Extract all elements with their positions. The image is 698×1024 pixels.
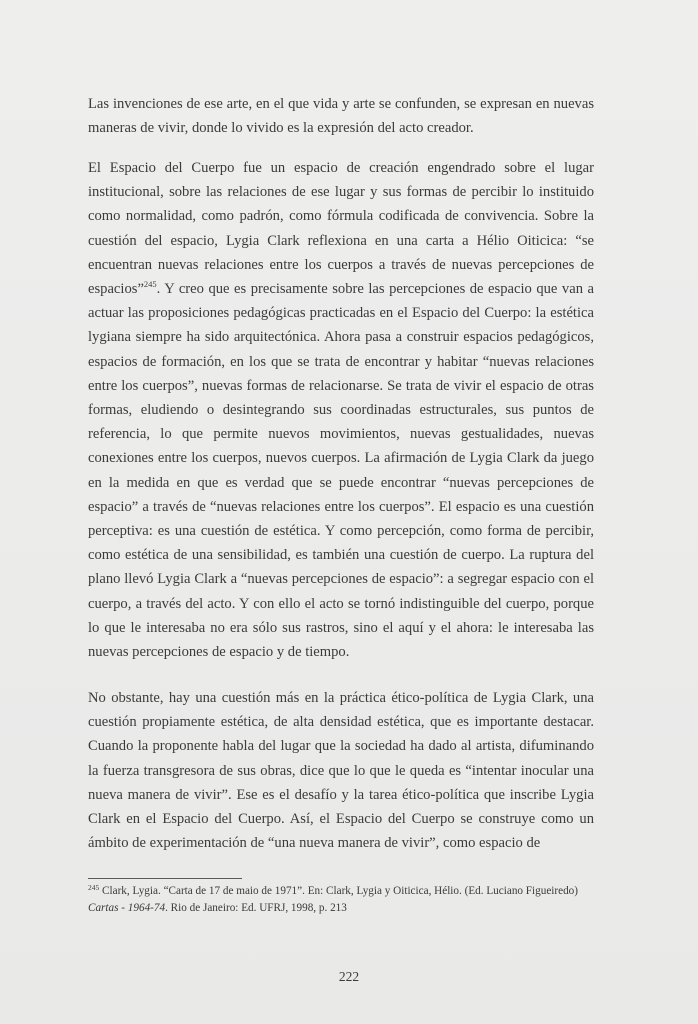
footnote-title: Cartas - 1964-74	[88, 901, 166, 914]
paragraph-3	[88, 686, 594, 855]
paragraph-1-text: Las invenciones de ese arte, en el que vida y arte se confunden, se expresan en nuevas maneras de vivir, donde lo vivido es la expresión del acto creador.	[88, 96, 594, 137]
paragraph-2-text-a: El Espacio del Cuerpo fue un espacio de creación engendrado sobre el lugar institucional, sobre las relaciones de ese lugar y sus formas de percibir lo instituido como normalidad, como padrón, como fórmula codificada de convivencia. Sobre la cuestión del espacio, Lygia Clark reflexiona en una carta a Hélio Oiticica: “se encuentran nuevas relaciones entre los cuerpos a través de nuevas percepciones de espacios”	[88, 160, 594, 298]
footnote-number: 245	[88, 883, 100, 892]
paragraph-2-text-b: . Y creo que es precisamente sobre las percepciones de espacio que van a actuar las proposiciones pedagógicas practicadas en el Espacio del Cuerpo: la estética lygiana siempre ha sido arquitectónica. Ahora pasa a construir espacios pedagógicos, espacios de formación, en los que se trata de encontrar y habitar “nuevas relaciones entre los cuerpos”, nuevas formas de relacionarse. Se trata de vivir el espacio de otras formas, eludiendo o desintegrando sus coordinadas estructurales, sus puntos de referencia, lo que permite nuevos movimientos, nuevas gestualidades, nuevas conexiones entre los cuerpos, nuevos cuerpos. La afirmación de Lygia Clark da juego en la medida en que es verdad que se puede encontrar “nuevas percepciones de espacio” a través de “nuevas relaciones entre los cuerpos”. El espacio es una cuestión perceptiva: es una cuestión de estética. Y como percepción, como forma de percibir, como estética de una sensibilidad, es también una cuestión de cuerpo. La ruptura del plano llevó Lygia Clark a “nuevas percepciones de espacio”: a segregar espacio con el cuerpo, a través del acto. Y con ello el acto se tornó indistinguible del cuerpo, porque lo que le interesaba no era sólo sus rastros, sino el aquí y el ahora: le interesaba las nuevas percepciones de espacio y de tiempo.	[88, 281, 594, 661]
footnote-text-b: . Rio de Janeiro: Ed. UFRJ, 1998, p. 213	[165, 901, 347, 914]
page-number: 222	[338, 969, 360, 984]
paragraph-2	[88, 156, 594, 664]
footnote-reference: 245	[143, 279, 157, 290]
paragraph-1	[88, 92, 594, 140]
footnote-separator	[88, 878, 242, 879]
footnote-text-a: Clark, Lygia. “Carta de 17 de maio de 1971”. En: Clark, Lygia y Oiticica, Hélio. (Ed. Luciano Figueiredo)	[99, 885, 579, 897]
footnote	[88, 883, 594, 916]
paragraph-3-text: No obstante, hay una cuestión más en la práctica ético-política de Lygia Clark, una cuestión propiamente estética, de alta densidad estética, que es importante destacar. Cuando la proponente habla del lugar que la sociedad ha dado al artista, difuminando la fuerza transgresora de sus obras, dice que lo que le queda es “intentar inocular una nueva manera de vivir”. Ese es el desafío y la tarea ético-política que inscribe Lygia Clark en el Espacio del Cuerpo. Así, el Espacio del Cuerpo se construye como un ámbito de experimentación de “una nueva manera de vivir”, como espacio de	[88, 690, 594, 852]
